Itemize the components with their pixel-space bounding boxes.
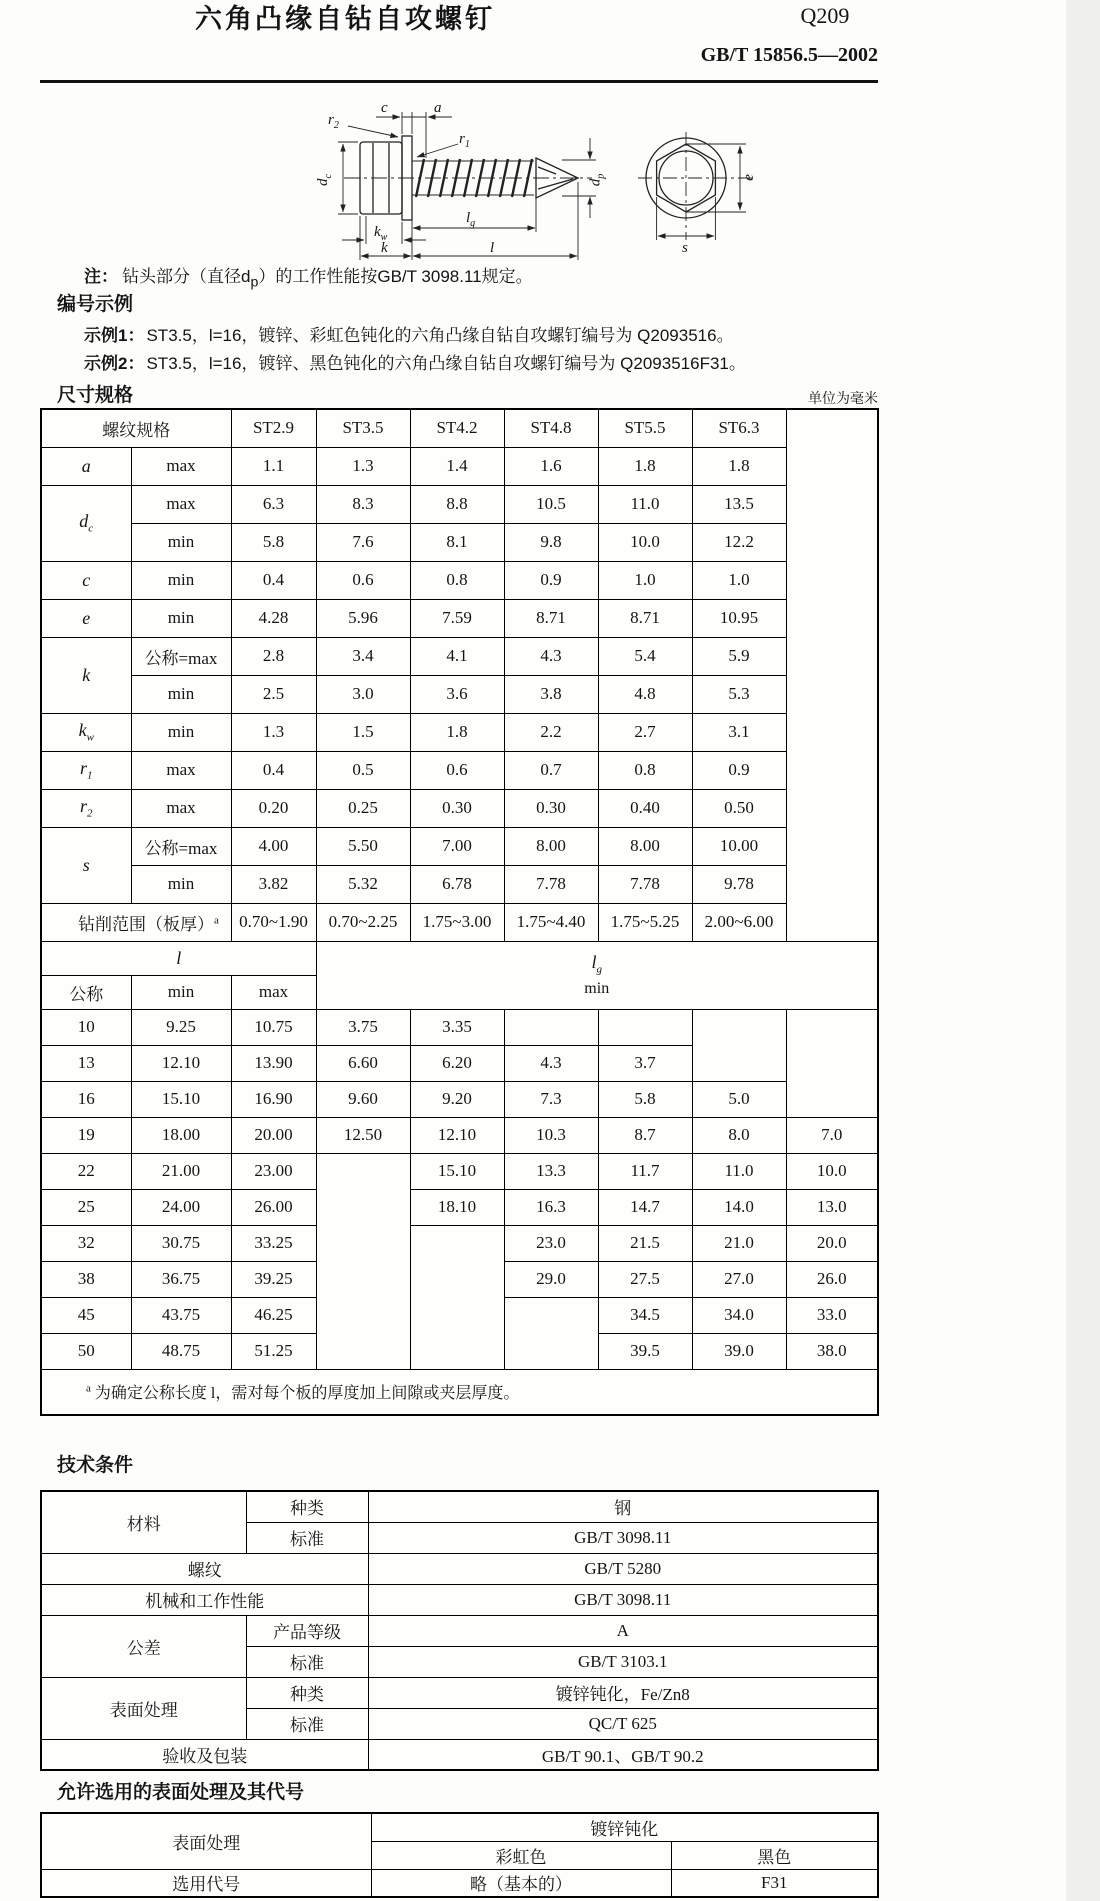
table-cell: 18.00 xyxy=(131,1117,231,1153)
table-cell: $r_1$ xyxy=(41,751,131,789)
table-cell xyxy=(316,941,878,1009)
table-cell: 3.7 xyxy=(598,1045,692,1081)
table-cell: 表面处理 xyxy=(41,1677,246,1739)
cell-line-1: $l_g$ xyxy=(591,952,602,976)
table-cell: 彩虹色 xyxy=(371,1841,671,1869)
unit-note: 单位为毫米 xyxy=(808,390,878,406)
table-cell: 21.5 xyxy=(598,1225,692,1261)
table-cell: 3.82 xyxy=(231,865,316,903)
table-cell: 5.8 xyxy=(231,523,316,561)
table-cell: 1.75~3.00 xyxy=(410,903,504,941)
section-surface-treatment: 允许选用的表面处理及其代号 xyxy=(57,1782,305,1803)
table-cell: min xyxy=(131,675,231,713)
example-2-text: ST3.5，l=16，镀锌、黑色钝化的六角凸缘自钻自攻螺钉编号为 Q2093516F31。 xyxy=(146,354,746,373)
table-cell: 9.25 xyxy=(131,1009,231,1045)
table-cell: 13.3 xyxy=(504,1153,598,1189)
table-cell: 0.30 xyxy=(504,789,598,827)
table-cell: 3.4 xyxy=(316,637,410,675)
table-cell: 3.75 xyxy=(316,1009,410,1045)
dim-label-lg: $l_g$ xyxy=(466,210,476,229)
table-cell: 16.90 xyxy=(231,1081,316,1117)
table-cell: 36.75 xyxy=(131,1261,231,1297)
table-cell: 19 xyxy=(41,1117,131,1153)
table-cell: 33.0 xyxy=(786,1297,878,1333)
table-cell: 0.8 xyxy=(598,751,692,789)
table-cell: 11.0 xyxy=(692,1153,786,1189)
table-cell: 0.4 xyxy=(231,561,316,599)
table-cell: 10 xyxy=(41,1009,131,1045)
table-cell: 23.00 xyxy=(231,1153,316,1189)
table-cell: max xyxy=(131,751,231,789)
table-cell: 43.75 xyxy=(131,1297,231,1333)
table-cell: 20.00 xyxy=(231,1117,316,1153)
table-cell: 14.7 xyxy=(598,1189,692,1225)
technical-conditions-table xyxy=(40,1490,879,1771)
table-cell: 公称 xyxy=(41,975,131,1009)
table-cell: 5.3 xyxy=(692,675,786,713)
table-cell: 选用代号 xyxy=(41,1869,371,1897)
table-cell: 镀锌钝化，Fe/Zn8 xyxy=(368,1677,878,1708)
table-cell: $r_2$ xyxy=(41,789,131,827)
table-cell: 46.25 xyxy=(231,1297,316,1333)
table-cell: 1.6 xyxy=(504,447,598,485)
table-cell: min xyxy=(131,523,231,561)
table-cell: 0.40 xyxy=(598,789,692,827)
table-cell: ST3.5 xyxy=(316,409,410,447)
section-numbering-examples: 编号示例 xyxy=(57,294,134,315)
table-cell: QC/T 625 xyxy=(368,1708,878,1739)
section-dimensions: 尺寸规格 xyxy=(57,385,134,406)
table-cell: 种类 xyxy=(246,1677,368,1708)
table-cell: 12.10 xyxy=(131,1045,231,1081)
table-cell: l xyxy=(41,941,316,975)
table-cell: 27.5 xyxy=(598,1261,692,1297)
table-cell: 5.96 xyxy=(316,599,410,637)
table-cell: s xyxy=(41,827,131,903)
table-cell: 0.50 xyxy=(692,789,786,827)
table-cell: $d_c$ xyxy=(41,485,131,561)
part-code: Q209 xyxy=(800,3,850,28)
table-cell: 验收及包装 xyxy=(41,1739,368,1770)
table-cell: 螺纹 xyxy=(41,1553,368,1584)
table-cell: GB/T 5280 xyxy=(368,1553,878,1584)
example-1 xyxy=(84,321,734,346)
table-cell: 1.0 xyxy=(598,561,692,599)
table-cell: 38.0 xyxy=(786,1333,878,1369)
example-1-label: 示例1： xyxy=(84,326,145,345)
table-cell: 3.0 xyxy=(316,675,410,713)
table-cell: 0.9 xyxy=(692,751,786,789)
example-2 xyxy=(84,349,746,374)
table-cell: k xyxy=(41,637,131,713)
table-cell: 10.00 xyxy=(692,827,786,865)
table-cell: c xyxy=(41,561,131,599)
table-cell: 8.7 xyxy=(598,1117,692,1153)
table-cell: 12.10 xyxy=(410,1117,504,1153)
table-cell: 50 xyxy=(41,1333,131,1369)
table-cell: 5.50 xyxy=(316,827,410,865)
table-cell: 9.20 xyxy=(410,1081,504,1117)
table-cell: 25 xyxy=(41,1189,131,1225)
dim-label-kw: $k_w$ xyxy=(374,224,388,243)
table-cell: 0.8 xyxy=(410,561,504,599)
table-cell: 标准 xyxy=(246,1522,368,1553)
dim-label-a: a xyxy=(434,100,442,116)
table-cell: 32 xyxy=(41,1225,131,1261)
table-cell: max xyxy=(131,789,231,827)
section-technical-conditions: 技术条件 xyxy=(57,1455,134,1476)
table-cell: 2.8 xyxy=(231,637,316,675)
table-cell: 10.3 xyxy=(504,1117,598,1153)
dim-label-k: k xyxy=(381,240,388,256)
table-cell: 7.78 xyxy=(598,865,692,903)
table-cell: 6.78 xyxy=(410,865,504,903)
table-cell: 24.00 xyxy=(131,1189,231,1225)
table-cell: 公称=max xyxy=(131,827,231,865)
table-cell: 8.71 xyxy=(504,599,598,637)
table-cell: 8.8 xyxy=(410,485,504,523)
dim-label-r1: $r_1$ xyxy=(459,131,470,150)
table-cell: 6.60 xyxy=(316,1045,410,1081)
dim-label-r2: $r_2$ xyxy=(328,112,339,131)
table-cell: 4.3 xyxy=(504,637,598,675)
table-cell: 10.95 xyxy=(692,599,786,637)
table-cell: 16.3 xyxy=(504,1189,598,1225)
table-cell: 公称=max xyxy=(131,637,231,675)
table-cell: 种类 xyxy=(246,1491,368,1522)
dim-label-s: s xyxy=(682,240,688,256)
table-cell: 18.10 xyxy=(410,1189,504,1225)
dimension-table xyxy=(40,408,879,1416)
table-cell: 1.0 xyxy=(692,561,786,599)
table-cell xyxy=(692,1009,786,1081)
table-cell: 13 xyxy=(41,1045,131,1081)
table-cell: 2.2 xyxy=(504,713,598,751)
table-cell xyxy=(316,1153,410,1369)
cell-line-2: min xyxy=(584,979,610,997)
table-cell: 标准 xyxy=(246,1708,368,1739)
table-cell: 20.0 xyxy=(786,1225,878,1261)
table-cell: 0.4 xyxy=(231,751,316,789)
table-cell: 8.00 xyxy=(504,827,598,865)
table-cell: 标准 xyxy=(246,1646,368,1677)
technical-drawing xyxy=(240,90,800,266)
table-cell: 镀锌钝化 xyxy=(371,1813,878,1841)
header-rule xyxy=(40,80,878,83)
table-cell: 0.30 xyxy=(410,789,504,827)
table-cell: 21.0 xyxy=(692,1225,786,1261)
table-cell: 螺纹规格 xyxy=(41,409,231,447)
dim-label-dp: $d_p$ xyxy=(587,173,607,187)
table-cell: 10.0 xyxy=(598,523,692,561)
table-cell: 公差 xyxy=(41,1615,246,1677)
table-cell: 5.9 xyxy=(692,637,786,675)
table-cell: 33.25 xyxy=(231,1225,316,1261)
example-1-text: ST3.5，l=16，镀锌、彩虹色钝化的六角凸缘自钻自攻螺钉编号为 Q2093516。 xyxy=(146,326,734,345)
table-cell: 0.70~2.25 xyxy=(316,903,410,941)
table-cell: 0.20 xyxy=(231,789,316,827)
table-cell: 黑色 xyxy=(671,1841,878,1869)
table-cell xyxy=(410,1225,504,1369)
table-cell: 8.3 xyxy=(316,485,410,523)
table-cell: 15.10 xyxy=(131,1081,231,1117)
table-cell: 2.00~6.00 xyxy=(692,903,786,941)
table-cell: 4.8 xyxy=(598,675,692,713)
table-cell: a xyxy=(41,447,131,485)
table-cell: GB/T 3098.11 xyxy=(368,1584,878,1615)
page-title: 六角凸缘自钻自攻螺钉 xyxy=(195,4,495,34)
table-cell: 8.1 xyxy=(410,523,504,561)
table-cell: 1.5 xyxy=(316,713,410,751)
end-view-dimensions xyxy=(657,144,746,240)
table-cell: 0.6 xyxy=(410,751,504,789)
note-label: 注： xyxy=(84,267,118,286)
table-cell: 13.0 xyxy=(786,1189,878,1225)
table-cell: 9.8 xyxy=(504,523,598,561)
table-cell: 3.35 xyxy=(410,1009,504,1045)
table-cell: 13.5 xyxy=(692,485,786,523)
table-cell: 39.0 xyxy=(692,1333,786,1369)
table-cell: 机械和工作性能 xyxy=(41,1584,368,1615)
table-cell: 0.7 xyxy=(504,751,598,789)
table-cell: 4.28 xyxy=(231,599,316,637)
table-cell: 8.00 xyxy=(598,827,692,865)
table-cell: 3.6 xyxy=(410,675,504,713)
table-cell: 3.8 xyxy=(504,675,598,713)
table-cell: 1.8 xyxy=(692,447,786,485)
table-cell: 10.0 xyxy=(786,1153,878,1189)
table-cell: 12.2 xyxy=(692,523,786,561)
table-cell: 10.75 xyxy=(231,1009,316,1045)
table-cell: 30.75 xyxy=(131,1225,231,1261)
table-cell: ST4.8 xyxy=(504,409,598,447)
table-cell: 2.5 xyxy=(231,675,316,713)
table-cell: 5.32 xyxy=(316,865,410,903)
table-cell: 5.8 xyxy=(598,1081,692,1117)
table-cell: 15.10 xyxy=(410,1153,504,1189)
table-cell: 12.50 xyxy=(316,1117,410,1153)
dim-label-dc: $d_c$ xyxy=(314,174,334,186)
table-cell: 表面处理 xyxy=(41,1813,371,1869)
table-cell: 9.60 xyxy=(316,1081,410,1117)
table-cell: ST4.2 xyxy=(410,409,504,447)
table-cell: min xyxy=(131,713,231,751)
table-cell: 7.3 xyxy=(504,1081,598,1117)
table-cell: 8.0 xyxy=(692,1117,786,1153)
surface-treatment-table xyxy=(40,1812,879,1898)
table-cell: 1.4 xyxy=(410,447,504,485)
table-cell: 7.59 xyxy=(410,599,504,637)
table-cell: 13.90 xyxy=(231,1045,316,1081)
table-cell: 1.3 xyxy=(316,447,410,485)
table-cell: 39.5 xyxy=(598,1333,692,1369)
table-cell: 7.78 xyxy=(504,865,598,903)
table-cell: ST6.3 xyxy=(692,409,786,447)
table-cell: 22 xyxy=(41,1153,131,1189)
table-cell: min xyxy=(131,561,231,599)
table-cell: 39.25 xyxy=(231,1261,316,1297)
table-cell: 0.70~1.90 xyxy=(231,903,316,941)
table-cell xyxy=(786,1009,878,1117)
table-cell: 16 xyxy=(41,1081,131,1117)
table-cell: 4.3 xyxy=(504,1045,598,1081)
table-cell: 27.0 xyxy=(692,1261,786,1297)
table-cell: max xyxy=(131,485,231,523)
table-cell: 7.00 xyxy=(410,827,504,865)
table-cell: 5.4 xyxy=(598,637,692,675)
table-cell: 11.0 xyxy=(598,485,692,523)
table-cell: 8.71 xyxy=(598,599,692,637)
dim-label-e: e xyxy=(740,174,757,181)
table-cell: 1.75~4.40 xyxy=(504,903,598,941)
table-cell: 钢 xyxy=(368,1491,878,1522)
table-cell: ST5.5 xyxy=(598,409,692,447)
table-cell: e xyxy=(41,599,131,637)
table-cell: 6.20 xyxy=(410,1045,504,1081)
table-cell: 钻削范围（板厚）$^a$ xyxy=(41,903,231,941)
table-cell: 产品等级 xyxy=(246,1615,368,1646)
table-cell: 45 xyxy=(41,1297,131,1333)
dim-label-l: l xyxy=(490,240,495,256)
table-cell: min xyxy=(131,865,231,903)
table-cell: 1.1 xyxy=(231,447,316,485)
table-cell: min xyxy=(131,599,231,637)
table-cell: GB/T 90.1、GB/T 90.2 xyxy=(368,1739,878,1770)
table-cell: 51.25 xyxy=(231,1333,316,1369)
table-cell: 48.75 xyxy=(131,1333,231,1369)
table-cell: 26.00 xyxy=(231,1189,316,1225)
table-cell: 7.6 xyxy=(316,523,410,561)
table-cell: $k_w$ xyxy=(41,713,131,751)
note-text: 钻头部分（直径$d_p$）的工作性能按GB/T 3098.11规定。 xyxy=(122,267,533,291)
table-cell: 5.0 xyxy=(692,1081,786,1117)
table-cell: ST2.9 xyxy=(231,409,316,447)
table-cell: 34.0 xyxy=(692,1297,786,1333)
table-cell: 38 xyxy=(41,1261,131,1297)
dim-label-c: c xyxy=(381,100,388,116)
table-cell: max xyxy=(231,975,316,1009)
table-cell: 34.5 xyxy=(598,1297,692,1333)
table-cell: 略（基本的） xyxy=(371,1869,671,1897)
scan-edge xyxy=(1066,0,1100,1901)
table-cell: 0.6 xyxy=(316,561,410,599)
table-cell: 23.0 xyxy=(504,1225,598,1261)
table-cell xyxy=(504,1297,598,1369)
table-cell: 材料 xyxy=(41,1491,246,1553)
table-cell xyxy=(598,1009,692,1045)
table-cell: 14.0 xyxy=(692,1189,786,1225)
drill-note xyxy=(84,262,533,290)
table-cell: max xyxy=(131,447,231,485)
table-cell: 1.8 xyxy=(598,447,692,485)
table-cell: GB/T 3103.1 xyxy=(368,1646,878,1677)
standard-number: GB/T 15856.5—2002 xyxy=(700,44,878,66)
table-cell: A xyxy=(368,1615,878,1646)
screw-end-view xyxy=(638,132,756,240)
table-cell: 6.3 xyxy=(231,485,316,523)
table-cell: 10.5 xyxy=(504,485,598,523)
table-cell: 4.00 xyxy=(231,827,316,865)
table-cell: 11.7 xyxy=(598,1153,692,1189)
table-cell: $^a$ 为确定公称长度 l，需对每个板的厚度加上间隙或夹层厚度。 xyxy=(41,1369,878,1415)
table-cell: 4.1 xyxy=(410,637,504,675)
table-cell: 9.78 xyxy=(692,865,786,903)
table-cell: 0.5 xyxy=(316,751,410,789)
table-cell: 29.0 xyxy=(504,1261,598,1297)
table-cell: 2.7 xyxy=(598,713,692,751)
table-cell xyxy=(504,1009,598,1045)
table-cell: 7.0 xyxy=(786,1117,878,1153)
example-2-label: 示例2： xyxy=(84,354,145,373)
table-cell: min xyxy=(131,975,231,1009)
table-cell: 1.8 xyxy=(410,713,504,751)
table-cell: 3.1 xyxy=(692,713,786,751)
table-cell: 1.75~5.25 xyxy=(598,903,692,941)
table-cell: 0.25 xyxy=(316,789,410,827)
table-cell: 26.0 xyxy=(786,1261,878,1297)
table-cell: GB/T 3098.11 xyxy=(368,1522,878,1553)
table-cell: 0.9 xyxy=(504,561,598,599)
table-cell: 1.3 xyxy=(231,713,316,751)
table-cell: F31 xyxy=(671,1869,878,1897)
table-cell: 21.00 xyxy=(131,1153,231,1189)
